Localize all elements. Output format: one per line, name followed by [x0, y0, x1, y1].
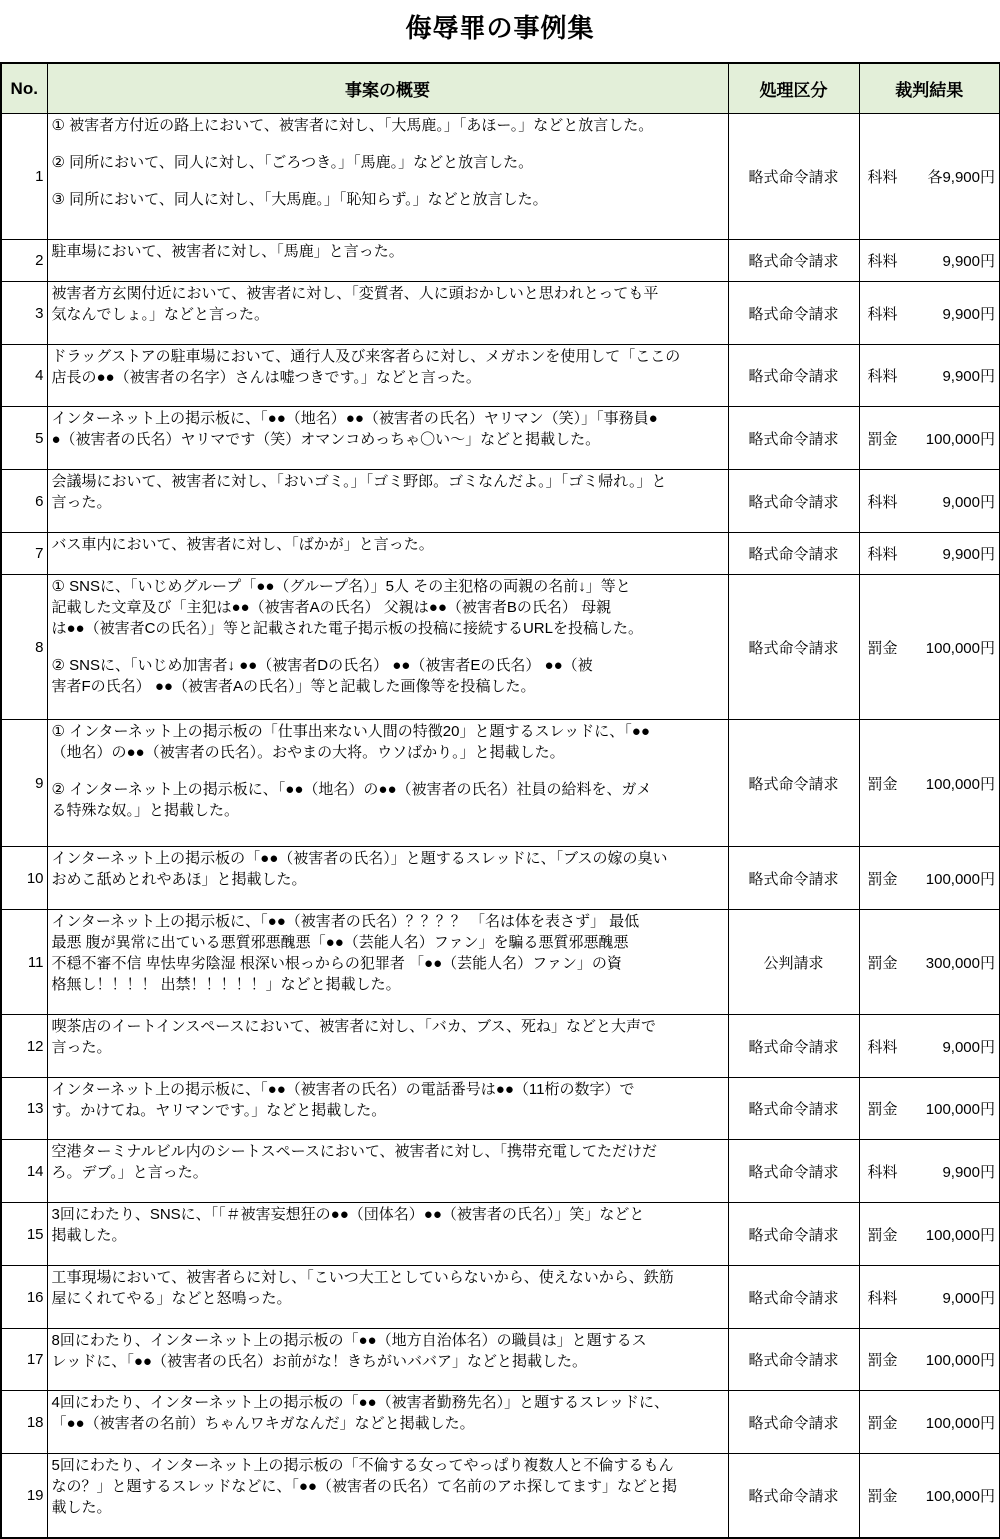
penalty-amount: 100,000円 — [925, 1487, 995, 1505]
summary-line: 工事現場において、被害者らに対し、「こいつ大工としていらないから、使えないから、鉄筋 — [51, 1269, 674, 1286]
court-result — [859, 1266, 1000, 1329]
processing-type: 略式命令請求 — [728, 575, 859, 720]
case-summary — [47, 533, 728, 575]
case-number: 19 — [1, 1454, 47, 1538]
processing-type: 略式命令請求 — [728, 282, 859, 345]
penalty-type: 科料 — [867, 253, 898, 270]
court-result — [859, 1015, 1000, 1078]
penalty-type: 科料 — [867, 169, 898, 186]
summary-line: 不穏不審不信 卑怯卑劣陰湿 根深い根っからの犯罪者 「●●（芸能人名）ファン」の資 — [51, 955, 622, 972]
court-result — [859, 1203, 1000, 1266]
penalty-type: 科料 — [867, 368, 898, 385]
penalty-amount: 9,900円 — [942, 546, 995, 563]
case-summary — [47, 470, 728, 533]
summary-line: 記載した文章及び「主犯は●●（被害者Aの氏名） 父親は●●（被害者Bの氏名） 母親 — [51, 599, 612, 616]
case-number: 12 — [1, 1015, 47, 1078]
summary-line: 4回にわたり、インターネット上の掲示板の「●●（被害者勤務先名）」と題するスレッドに、 — [51, 1394, 669, 1411]
penalty-amount: 9,900円 — [942, 368, 995, 385]
penalty-amount: 100,000円 — [925, 1414, 995, 1432]
case-number: 3 — [1, 282, 47, 345]
penalty-amount: 100,000円 — [925, 1101, 995, 1118]
court-result — [859, 533, 1000, 575]
penalty-type: 罰金 — [867, 775, 898, 793]
penalty-amount: 9,900円 — [942, 1163, 995, 1181]
penalty-type: 罰金 — [867, 1487, 898, 1505]
processing-type: 略式命令請求 — [728, 240, 859, 282]
penalty-type: 罰金 — [867, 1352, 898, 1369]
processing-type: 略式命令請求 — [728, 1454, 859, 1538]
case-number: 10 — [1, 847, 47, 910]
summary-line: 5回にわたり、インターネット上の掲示板の「不倫する女ってやっぱり複数人と不倫するもん — [51, 1457, 674, 1474]
penalty-amount: 300,000円 — [925, 954, 995, 972]
penalty-amount: 100,000円 — [925, 639, 995, 657]
penalty-type: 科料 — [867, 1163, 898, 1181]
court-result — [859, 847, 1000, 910]
summary-line: 被害者方玄関付近において、被害者に対し、「変質者、人に頭おかしいと思われとっても平 — [51, 285, 659, 302]
processing-type: 略式命令請求 — [728, 407, 859, 470]
penalty-amount: 9,000円 — [942, 493, 995, 511]
case-summary — [47, 1203, 728, 1266]
case-summary — [47, 114, 728, 240]
table-row — [1, 1329, 1000, 1391]
case-summary — [47, 282, 728, 345]
summary-line: ろ。デブ。」と言った。 — [51, 1164, 208, 1181]
summary-line: 空港ターミナルビル内のシートスペースにおいて、被害者に対し、「携帯充電してただけだ — [51, 1143, 658, 1160]
summary-line: 店長の●●（被害者の名字）さんは嘘つきです。」などと言った。 — [51, 369, 481, 386]
case-number: 14 — [1, 1140, 47, 1203]
processing-type: 略式命令請求 — [728, 1391, 859, 1454]
summary-line: る特殊な奴。」と掲載した。 — [51, 802, 240, 819]
court-result — [859, 407, 1000, 470]
court-result — [859, 1391, 1000, 1454]
processing-type: 略式命令請求 — [728, 1203, 859, 1266]
table-row — [1, 533, 1000, 575]
table-row — [1, 1454, 1000, 1538]
penalty-type: 科料 — [867, 305, 898, 323]
summary-line: 屋にくれてやる」などと怒鳴った。 — [51, 1290, 292, 1307]
summary-line: 喫茶店のイートインスペースにおいて、被害者に対し、「バカ、ブス、死ね」などと大声で — [51, 1018, 657, 1035]
case-number: 11 — [1, 910, 47, 1015]
processing-type: 略式命令請求 — [728, 345, 859, 407]
penalty-amount: 100,000円 — [925, 1352, 995, 1369]
case-summary — [47, 1078, 728, 1140]
processing-type: 略式命令請求 — [728, 114, 859, 240]
header-result: 裁判結果 — [859, 63, 1000, 114]
penalty-type: 罰金 — [867, 1226, 898, 1244]
table-row — [1, 282, 1000, 345]
penalty-type: 科料 — [867, 493, 898, 511]
case-number: 6 — [1, 470, 47, 533]
summary-line: 「●●（被害者の名前）ちゃんワキガなんだ」などと掲載した。 — [51, 1415, 475, 1432]
table-row — [1, 114, 1000, 240]
summary-line: 8回にわたり、インターネット上の掲示板の「●●（地方自治体名）の職員は」と題するス — [51, 1332, 647, 1349]
summary-line: 3回にわたり、SNSに、「「＃被害妄想狂の●●（団体名）●●（被害者の氏名）」笑」などと — [51, 1206, 645, 1223]
case-number: 13 — [1, 1078, 47, 1140]
processing-type: 略式命令請求 — [728, 1140, 859, 1203]
penalty-type: 科料 — [867, 546, 898, 563]
table-row — [1, 1203, 1000, 1266]
court-result — [859, 910, 1000, 1015]
case-number: 15 — [1, 1203, 47, 1266]
table-row — [1, 240, 1000, 282]
table-header — [1, 63, 1000, 114]
summary-line: レッドに、「●●（被害者の氏名）お前がな！きちがいババア」などと掲載した。 — [51, 1353, 587, 1370]
summary-line: ① SNSに、「いじめグループ「●●（グループ名）」5人 その主犯格の両親の名前↓」等と — [51, 578, 631, 595]
penalty-type: 罰金 — [867, 954, 898, 972]
penalty-amount: 100,000円 — [925, 430, 995, 448]
case-summary — [47, 575, 728, 720]
summary-line: 載した。 — [51, 1499, 112, 1516]
summary-line: 格無し！！！！ 出禁！！！！！」などと掲載した。 — [51, 976, 401, 993]
processing-type: 略式命令請求 — [728, 1078, 859, 1140]
table-row — [1, 345, 1000, 407]
case-number: 4 — [1, 345, 47, 407]
paragraph-gap — [52, 136, 724, 152]
summary-line: インターネット上の掲示板の「●●（被害者の氏名）」と題するスレッドに、「ブスの嫁の臭い — [51, 850, 668, 867]
summary-line: なの？」と題するスレッドなどに、「●●（被害者の氏名）て名前のアホ探してます」などと掲 — [51, 1478, 677, 1495]
table-row — [1, 1140, 1000, 1203]
case-number: 5 — [1, 407, 47, 470]
case-number: 8 — [1, 575, 47, 720]
court-result — [859, 1329, 1000, 1391]
table-row — [1, 575, 1000, 720]
case-number: 2 — [1, 240, 47, 282]
summary-line: 言った。 — [51, 1039, 112, 1056]
penalty-type: 科料 — [867, 1289, 898, 1307]
penalty-amount: 100,000円 — [925, 1226, 995, 1244]
table-row — [1, 847, 1000, 910]
case-summary — [47, 1015, 728, 1078]
summary-line: バス車内において、被害者に対し、「ばかが」と言った。 — [51, 536, 434, 553]
summary-line: す。かけてね。ヤリマンです。」などと掲載した。 — [51, 1102, 387, 1119]
penalty-amount: 100,000円 — [925, 870, 995, 888]
court-result — [859, 1454, 1000, 1538]
court-result — [859, 470, 1000, 533]
header-no: No. — [1, 63, 47, 114]
summary-line: 気なんでしょ。」などと言った。 — [51, 306, 270, 323]
case-summary — [47, 720, 728, 847]
court-result — [859, 575, 1000, 720]
court-result — [859, 720, 1000, 847]
penalty-amount: 9,900円 — [942, 305, 995, 323]
case-summary — [47, 1329, 728, 1391]
processing-type: 略式命令請求 — [728, 1329, 859, 1391]
case-summary — [47, 847, 728, 910]
penalty-type: 罰金 — [867, 639, 898, 657]
penalty-type: 罰金 — [867, 1414, 898, 1432]
penalty-amount: 100,000円 — [925, 775, 995, 793]
summary-line: （地名）の●●（被害者の氏名）。おやまの大将。ウソばかり。」と掲載した。 — [51, 744, 565, 761]
penalty-type: 罰金 — [867, 1101, 898, 1118]
processing-type: 略式命令請求 — [728, 847, 859, 910]
summary-line: ② SNSに、「いじめ加害者↓ ●●（被害者Dの氏名） ●●（被害者Eの氏名） ●●（被 — [51, 657, 593, 674]
case-table — [0, 62, 1000, 1539]
processing-type: 公判請求 — [728, 910, 859, 1015]
summary-line: 最悪 腹が異常に出ている悪質邪悪醜悪「●●（芸能人名）ファン」を騙る悪質邪悪醜悪 — [51, 934, 629, 951]
case-summary — [47, 910, 728, 1015]
case-summary — [47, 1140, 728, 1203]
summary-line: ① インターネット上の掲示板の「仕事出来ない人間の特徴20」と題するスレッドに、「●● — [51, 723, 650, 740]
court-result — [859, 114, 1000, 240]
paragraph-gap — [52, 639, 724, 655]
paragraph-gap — [52, 763, 724, 779]
penalty-amount: 各9,900円 — [927, 169, 995, 186]
table-row — [1, 1015, 1000, 1078]
penalty-type: 科料 — [867, 1038, 898, 1056]
summary-line: おめこ舐めとれやあほ」と掲載した。 — [51, 871, 307, 888]
processing-type: 略式命令請求 — [728, 470, 859, 533]
case-number: 7 — [1, 533, 47, 575]
penalty-type: 罰金 — [867, 430, 898, 448]
header-processing: 処理区分 — [728, 63, 859, 114]
case-number: 16 — [1, 1266, 47, 1329]
processing-type: 略式命令請求 — [728, 533, 859, 575]
penalty-amount: 9,000円 — [942, 1038, 995, 1056]
case-summary — [47, 345, 728, 407]
paragraph-gap — [52, 173, 724, 189]
case-number: 1 — [1, 114, 47, 240]
case-number: 9 — [1, 720, 47, 847]
table-row — [1, 910, 1000, 1015]
processing-type: 略式命令請求 — [728, 1266, 859, 1329]
summary-line: は●●（被害者Cの氏名）」等と記載された電子掲示板の投稿に接続するURLを投稿した。 — [51, 620, 643, 637]
table-row — [1, 407, 1000, 470]
summary-line: ② 同所において、同人に対し、「ごろつき。」「馬鹿。」などと放言した。 — [51, 154, 534, 171]
case-summary — [47, 240, 728, 282]
summary-line: ●（被害者の氏名）ヤリマです（笑）オマンコめっちゃ〇い～」などと掲載した。 — [51, 431, 601, 448]
processing-type: 略式命令請求 — [728, 720, 859, 847]
summary-line: インターネット上の掲示板に、「●●（地名）●●（被害者の氏名）ヤリマン（笑）」「事務員● — [51, 410, 658, 427]
summary-line: ドラッグストアの駐車場において、通行人及び来客者らに対し、メガホンを使用して「ここの — [51, 348, 681, 365]
summary-line: ② インターネット上の掲示板に、「●●（地名）の●●（被害者の氏名）社員の給料を、ガメ — [51, 781, 652, 798]
penalty-type: 罰金 — [867, 870, 898, 888]
table-row — [1, 1266, 1000, 1329]
case-number: 18 — [1, 1391, 47, 1454]
table-row — [1, 470, 1000, 533]
summary-line: ③ 同所において、同人に対し、「大馬鹿。」「恥知らず。」などと放言した。 — [51, 191, 548, 208]
table-row — [1, 1391, 1000, 1454]
summary-line: インターネット上の掲示板に、「●●（被害者の氏名）？？？？ 「名は体を表さず」 最低 — [51, 913, 640, 930]
court-result — [859, 345, 1000, 407]
case-summary — [47, 407, 728, 470]
summary-line: 会議場において、被害者に対し、「おいゴミ。」「ゴミ野郎。ゴミなんだよ。」「ゴミ帰れ。」と — [51, 473, 667, 490]
table-row — [1, 1078, 1000, 1140]
court-result — [859, 1078, 1000, 1140]
case-summary — [47, 1391, 728, 1454]
penalty-amount: 9,000円 — [942, 1289, 995, 1307]
summary-line: 駐車場において、被害者に対し、「馬鹿」と言った。 — [51, 243, 404, 260]
case-summary — [47, 1266, 728, 1329]
case-number: 17 — [1, 1329, 47, 1391]
summary-line: 掲載した。 — [51, 1227, 127, 1244]
case-summary — [47, 1454, 728, 1538]
court-result — [859, 1140, 1000, 1203]
page-title: 侮辱罪の事例集 — [405, 13, 595, 43]
table-row — [1, 720, 1000, 847]
summary-line: インターネット上の掲示板に、「●●（被害者の氏名）の電話番号は●●（11桁の数字）で — [51, 1081, 635, 1098]
penalty-amount: 9,900円 — [942, 253, 995, 270]
court-result — [859, 282, 1000, 345]
court-result — [859, 240, 1000, 282]
processing-type: 略式命令請求 — [728, 1015, 859, 1078]
summary-line: ① 被害者方付近の路上において、被害者に対し、「大馬鹿。」「あほー。」などと放言した。 — [51, 117, 654, 134]
summary-line: 害者Fの氏名） ●●（被害者Aの氏名）」等と記載した画像等を投稿した。 — [51, 678, 536, 695]
header-summary: 事案の概要 — [47, 63, 728, 114]
summary-line: 言った。 — [51, 494, 112, 511]
